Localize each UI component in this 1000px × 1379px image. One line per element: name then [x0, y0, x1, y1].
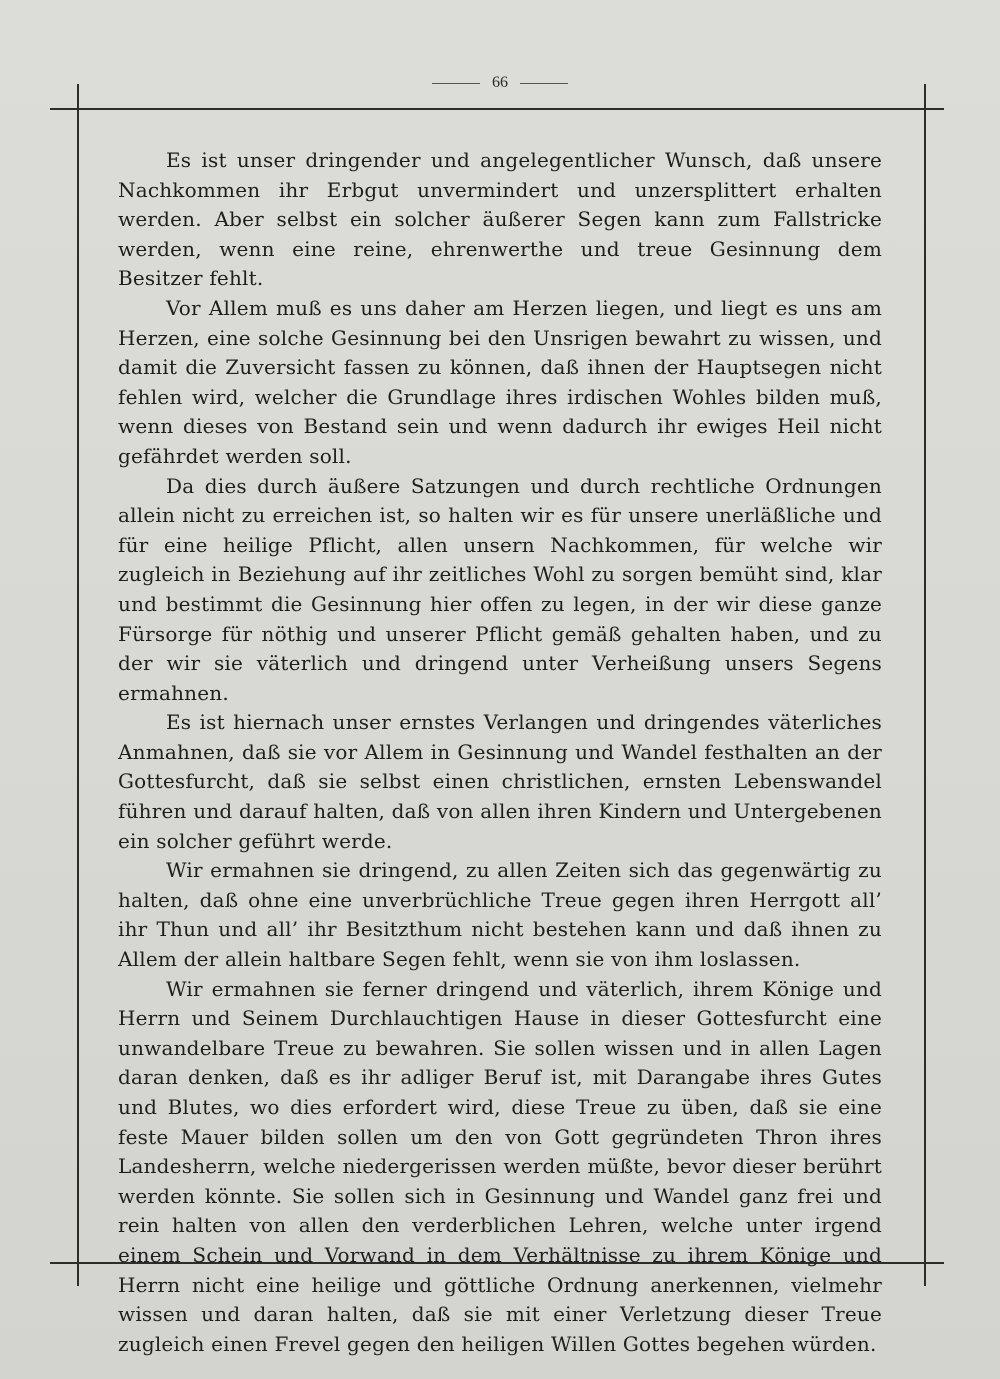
paragraph: Wir ermahnen sie ferner dringend und väterlich, ihrem Könige und Herrn und Seinem Durchlauchtigen Hause in dieser Gottesfurcht eine unwandelbare Treue zu bewahren. Sie sollen wissen und in allen Lagen daran denken, daß es ihr adliger Beruf ist, mit Darangabe ihres Gutes und Blutes, wo dies erfordert wird, diese Treue zu üben, daß sie eine feste Mauer bilden sollen um den von Gott gegründeten Thron ihres Landesherrn, welche niedergerissen werden müßte, bevor dieser berührt werden könnte. Sie sollen sich in Gesinnung und Wandel ganz frei und rein halten von allen den verderblichen Lehren, welche unter irgend einem Schein und Vorwand in dem Verhältnisse zu ihrem Könige und Herrn nicht eine heilige und göttliche Ordnung anerkennen, vielmehr wissen und daran halten, daß sie mit einer Verletzung dieser Treue zugleich einen Frevel gegen den heiligen Willen Gottes begehen würden. — [118, 976, 882, 1356]
frame-rule-left — [77, 84, 79, 1286]
frame-rule-right — [924, 84, 926, 1286]
page-number: 66 — [492, 74, 508, 91]
frame-rule-top — [50, 108, 944, 110]
paragraph: Da dies durch äußere Satzungen und durch rechtliche Ordnungen allein nicht zu erreichen ist, so halten wir es für unsere unerläßliche und für eine heilige Pflicht, allen unsern Nachkommen, für welche wir zugleich in Beziehung auf ihr zeitliches Wohl zu sorgen bemüht sind, klar und bestimmt die Gesinnung hier offen zu legen, in der wir diese ganze Fürsorge für nöthig und unserer Pflicht gemäß gehalten haben, und zu der wir sie väterlich und dringend unter Verheißung unsers Segens ermahnen. — [118, 473, 882, 705]
body-text — [118, 146, 882, 1359]
page-header — [0, 74, 1000, 92]
paragraph: Vor Allem muß es uns daher am Herzen liegen, und liegt es uns am Herzen, eine solche Gesinnung bei den Unsrigen bewahrt zu wissen, und damit die Zuversicht fassen zu können, daß ihnen der Hauptsegen nicht fehlen wird, welcher die Grundlage ihres irdischen Wohles bilden muß, wenn dieses von Bestand sein und wenn dadurch ihr ewiges Heil nicht gefährdet werden soll. — [118, 295, 882, 468]
header-rule-left — [432, 83, 480, 84]
header-rule-right — [520, 83, 568, 84]
paragraph: Es ist unser dringender und angelegentlicher Wunsch, daß unsere Nachkommen ihr Erbgut unvermindert und unzersplittert erhalten werden. Aber selbst ein solcher äußerer Segen kann zum Fallstricke werden, wenn eine reine, ehrenwerthe und treue Gesinnung dem Besitzer fehlt. — [118, 148, 882, 291]
paragraph: Wir ermahnen sie dringend, zu allen Zeiten sich das gegenwärtig zu halten, daß ohne eine unverbrüchliche Treue gegen ihren Herrgott all’ ihr Thun und all’ ihr Besitzthum nicht bestehen kann und daß ihnen zu Allem der allein haltbare Segen fehlt, wenn sie von ihm loslassen. — [118, 858, 882, 972]
paragraph: Es ist hiernach unser ernstes Verlangen und dringendes väterliches Anmahnen, daß sie vor Allem in Gesinnung und Wandel festhalten an der Gottesfurcht, daß sie selbst einen christlichen, ernsten Lebenswandel führen und darauf halten, daß von allen ihren Kindern und Untergebenen ein solcher geführt werde. — [118, 710, 882, 853]
